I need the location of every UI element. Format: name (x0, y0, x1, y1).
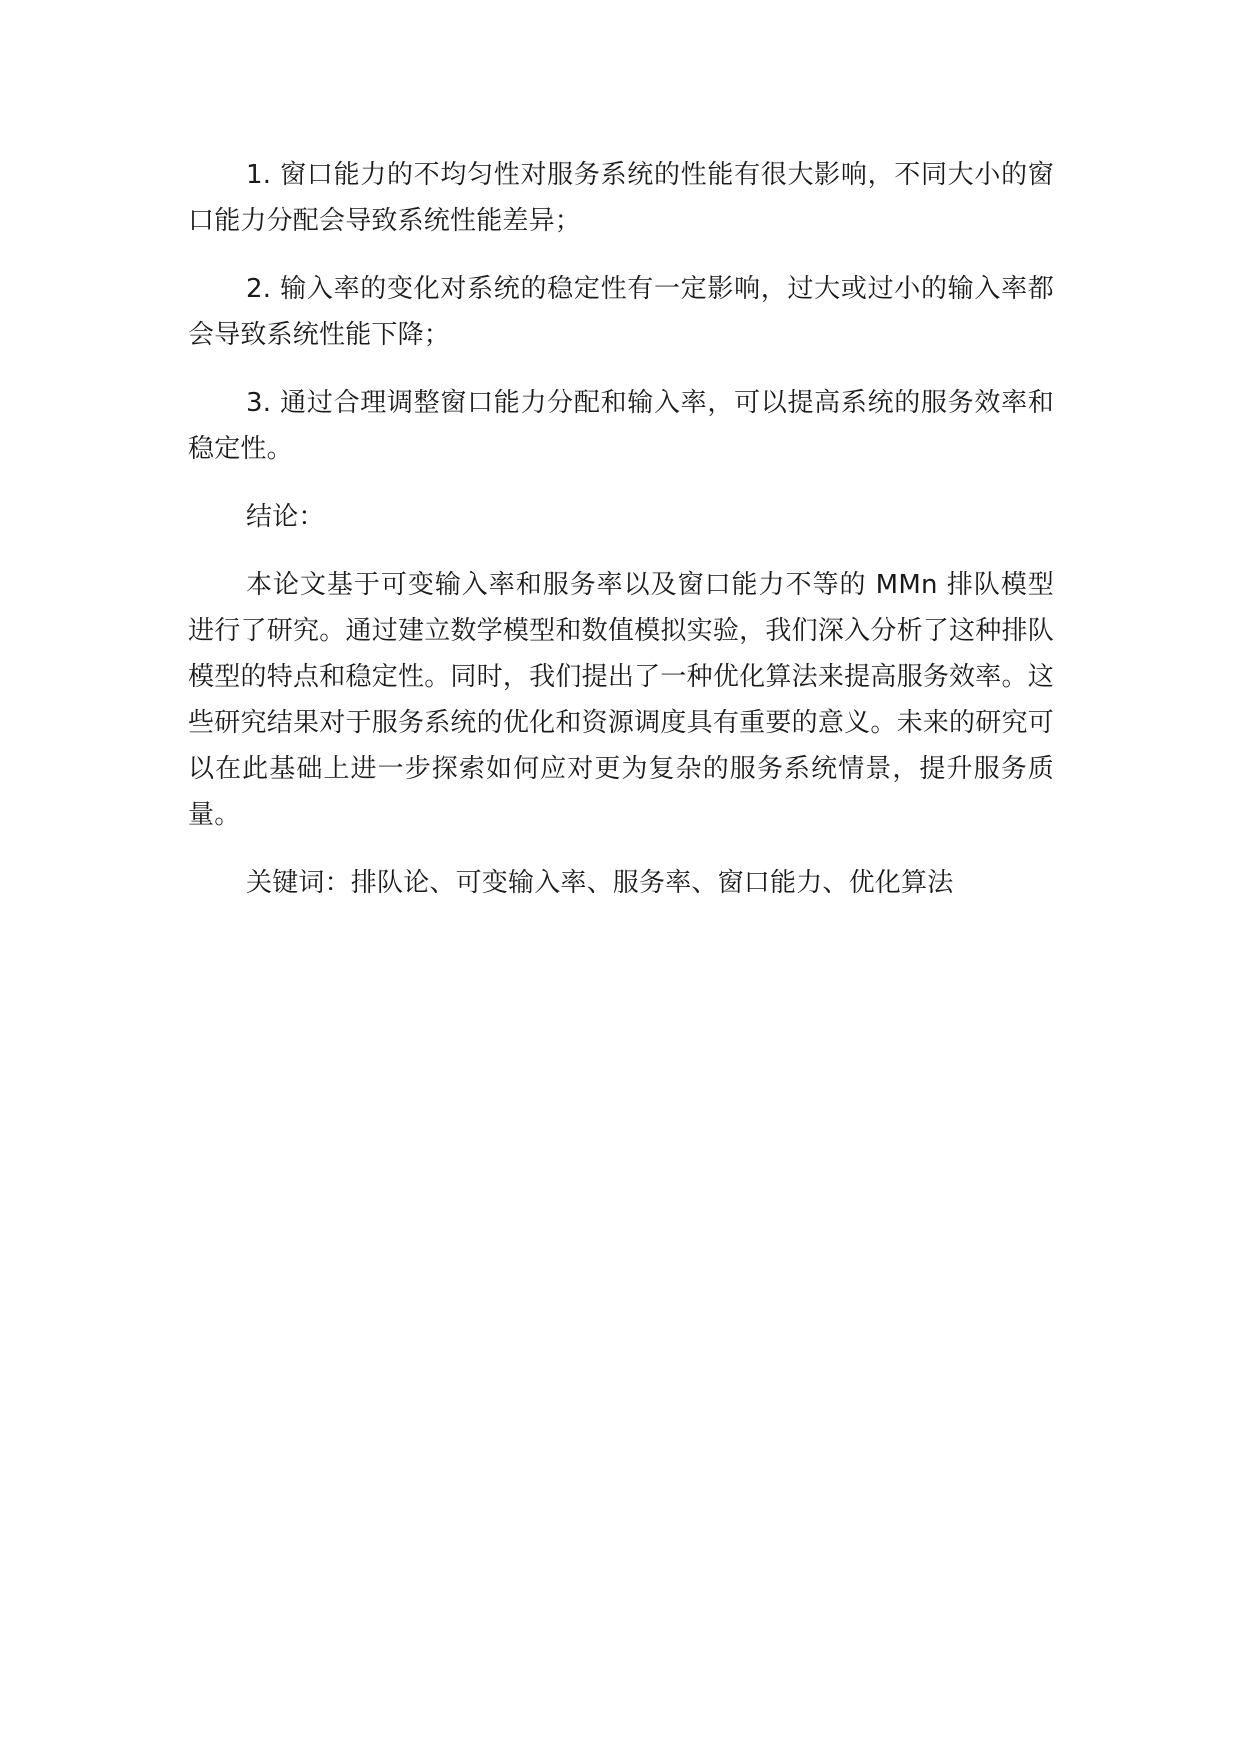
finding-item-1: 1. 窗口能力的不均匀性对服务系统的性能有很大影响，不同大小的窗口能力分配会导致系统性能差异； (188, 160, 1054, 236)
finding-item-3: 3. 通过合理调整窗口能力分配和输入率，可以提高系统的服务效率和稳定性。 (188, 388, 1054, 464)
finding-item-2: 2. 输入率的变化对系统的稳定性有一定影响，过大或过小的输入率都会导致系统性能下降； (188, 274, 1054, 350)
document-body (188, 152, 1054, 928)
conclusion-heading: 结论： (246, 502, 325, 532)
keywords-line: 关键词：排队论、可变输入率、服务率、窗口能力、优化算法 (246, 868, 954, 898)
conclusion-paragraph: 本论文基于可变输入率和服务率以及窗口能力不等的 MMn 排队模型进行了研究。通过建立数学模型和数值模拟实验，我们深入分析了这种排队模型的特点和稳定性。同时，我们提出了一种优化算法来提高服务效率。这些研究结果对于服务系统的优化和资源调度具有重要的意义。未来的研究可以在此基础上进一步探索如何应对更为复杂的服务系统情景，提升服务质量。 (188, 570, 1054, 830)
